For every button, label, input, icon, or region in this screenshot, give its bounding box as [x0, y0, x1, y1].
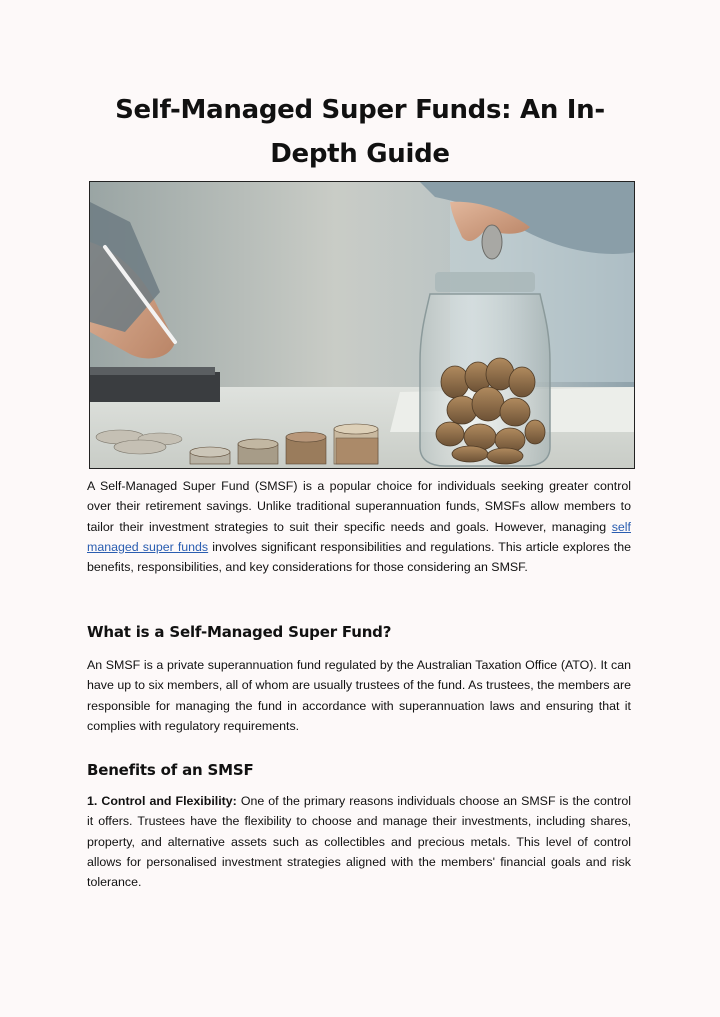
benefits-paragraph — [87, 791, 631, 892]
page-title: Self-Managed Super Funds: An In-Depth Guide — [115, 95, 605, 169]
what-is-smsf-paragraph: An SMSF is a private superannuation fund regulated by the Australian Taxation Office (ATO). It can have up to six members, all of whom are usually trustees of the fund. As trustees, the members are responsible for managing the fund in accordance with superannuation laws and ensuring that it complies with regulatory requirements. — [87, 658, 631, 733]
intro-text-after-link: involves significant responsibilities and regulations. This article explores the benefits, responsibilities, and key considerations for those considering an SMSF. — [87, 539, 632, 575]
intro-text-before-link: A Self-Managed Super Fund (SMSF) is a popular choice for individuals seeking greater control over their retirement savings. Unlike traditional superannuation funds, SMSFs allow members to tailor their investment strategies to suit their specific needs and goals. However, managing — [87, 479, 631, 534]
benefit-point-body: One of the primary reasons individuals choose an SMSF is the control it offers. Trustees have the flexibility to choose and manage their investments, including shares, property, and alternative assets such as collectibles and precious metals. This level of control allows for personalised investment strategies aligned with the members' financial goals and risk tolerance. — [87, 794, 631, 890]
hero-image — [89, 181, 635, 469]
section-heading-what-is-smsf: What is a Self-Managed Super Fund? — [87, 623, 392, 641]
benefit-point-lead: 1. Control and Flexibility: — [87, 794, 237, 808]
section-heading-benefits: Benefits of an SMSF — [87, 761, 254, 779]
self-managed-super-funds-link[interactable]: self managed super funds — [87, 519, 631, 554]
intro-paragraph — [87, 476, 631, 577]
